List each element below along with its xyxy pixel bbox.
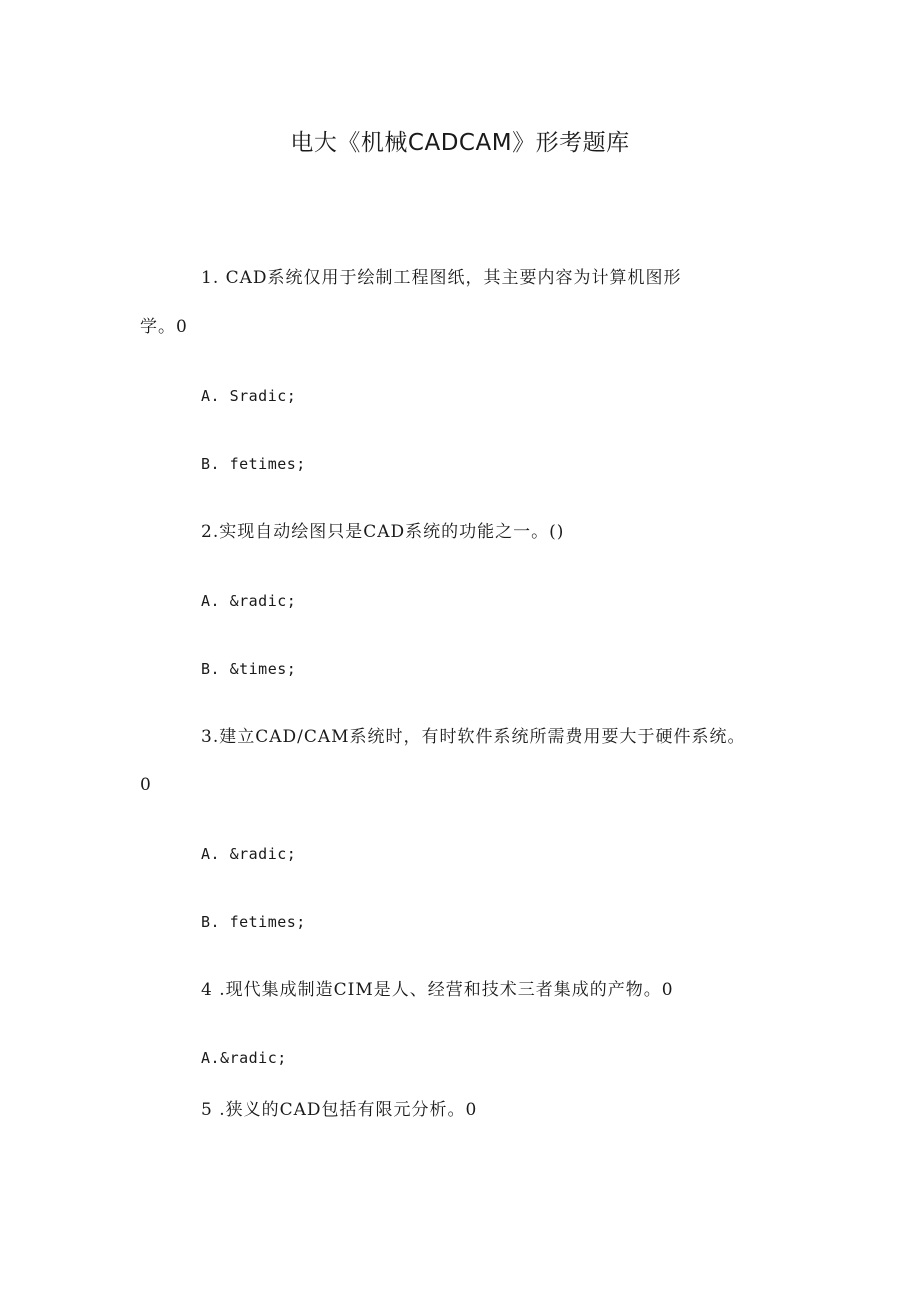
question-4-stem: 4 .现代集成制造CIM是人、经营和技术三者集成的产物。0 bbox=[201, 980, 674, 1000]
question-5-stem: 5 .狭义的CAD包括有限元分析。0 bbox=[201, 1100, 478, 1120]
question-3-option-b: B. fetimes; bbox=[201, 913, 306, 931]
question-2-option-b: B. &times; bbox=[201, 660, 297, 678]
question-3-stem: 3.建立CAD/CAM系统时，有时软件系统所需费用要大于硬件系统。 bbox=[201, 727, 746, 747]
question-1-stem-continued: 学。0 bbox=[140, 317, 188, 337]
question-4-option-a: A.&radic; bbox=[201, 1049, 287, 1067]
question-3-stem-continued: 0 bbox=[140, 775, 152, 795]
question-1-stem: 1. CAD系统仅用于绘制工程图纸，其主要内容为计算机图形 bbox=[201, 268, 682, 288]
question-1-option-b: B. fetimes; bbox=[201, 455, 306, 473]
question-3-option-a: A. &radic; bbox=[201, 845, 297, 863]
document-title: 电大《机械CADCAM》形考题库 bbox=[290, 130, 630, 156]
question-2-option-a: A. &radic; bbox=[201, 592, 297, 610]
question-2-stem: 2.实现自动绘图只是CAD系统的功能之一。() bbox=[201, 522, 565, 542]
question-1-option-a: A. Sradic; bbox=[201, 387, 297, 405]
